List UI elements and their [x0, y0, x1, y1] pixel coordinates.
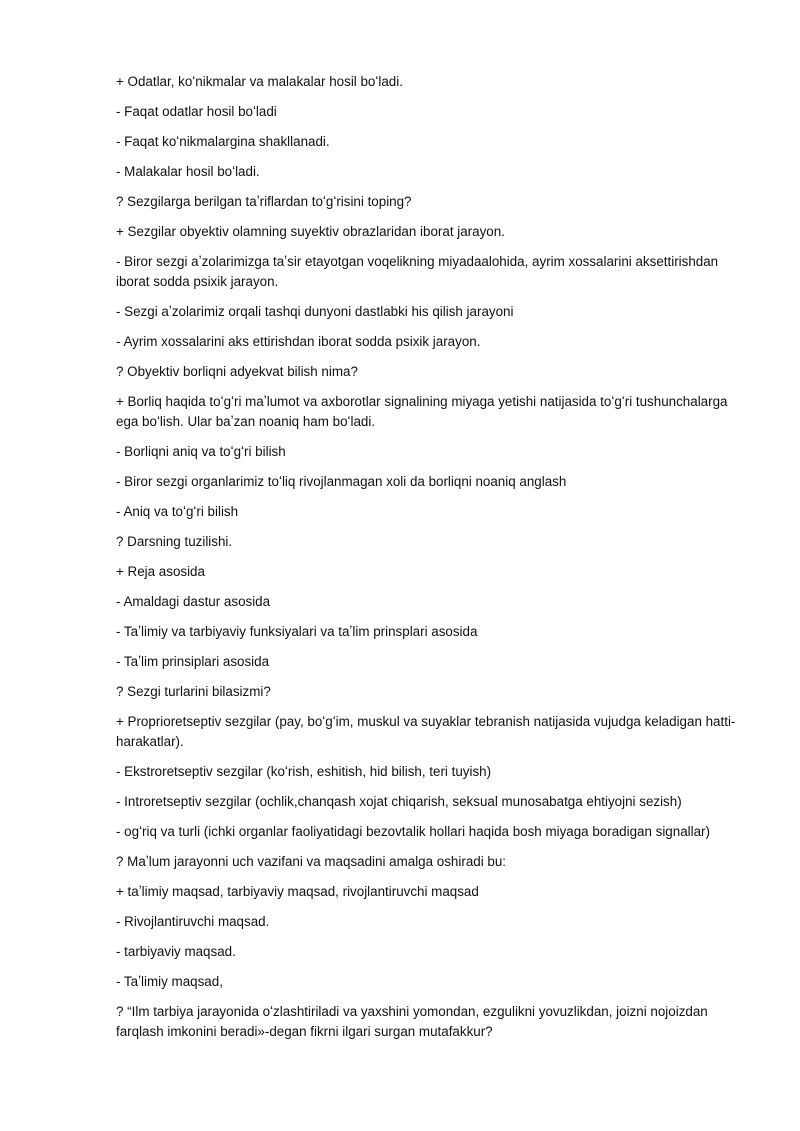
answer-correct: + Borliq haqida toʻgʻri maʼlumot va axborotlar signalining miyaga yetishi natijasida toʻgʻri tushunchalarga ega boʻlish. Ular baʼzan noaniq ham boʻladi.	[116, 394, 728, 429]
answer-correct: + Proprioretseptiv sezgilar (pay, boʻgʻim, muskul va suyaklar tebranish natijasida vujudga keladigan hatti-harakatlar).	[116, 714, 736, 749]
answer-correct: + Odatlar, koʻnikmalar va malakalar hosil boʻladi.	[116, 74, 403, 89]
answer-option: - Amaldagi dastur asosida	[116, 594, 271, 609]
answer-option: - Borliqni aniq va toʻgʻri bilish	[116, 444, 286, 459]
answer-option: - Rivojlantiruvchi maqsad.	[116, 914, 270, 929]
answer-option: - Biror sezgi organlarimiz toʻliq rivojlanmagan xoli da borliqni noaniq anglash	[116, 474, 567, 489]
answer-option: - Malakalar hosil boʻladi.	[116, 164, 260, 179]
answer-option: - Faqat odatlar hosil boʻladi	[116, 104, 277, 119]
question: ? Obyektiv borliqni adyekvat bilish nima?	[116, 364, 358, 379]
answer-option: - Faqat koʻnikmalargina shakllanadi.	[116, 134, 330, 149]
question-list	[116, 72, 748, 1052]
answer-option: - Biror sezgi aʼzolarimizga taʼsir etayotgan voqelikning miyadaalohida, ayrim xossalarini aksettirishdan iborat sodda psixik jarayon.	[116, 254, 719, 289]
answer-option: - tarbiyaviy maqsad.	[116, 944, 236, 959]
answer-correct: + Sezgilar obyektiv olamning suyektiv obrazlaridan iborat jarayon.	[116, 224, 505, 239]
answer-option: - Sezgi aʼzolarimiz orqali tashqi dunyoni dastlabki his qilish jarayoni	[116, 304, 514, 319]
question: ? Sezgilarga berilgan taʼriflardan toʻgʻrisini toping?	[116, 194, 412, 209]
answer-option: - Ekstroretseptiv sezgilar (koʻrish, eshitish, hid bilish, teri tuyish)	[116, 764, 492, 779]
question: ? Sezgi turlarini bilasizmi?	[116, 684, 271, 699]
answer-option: - Introretseptiv sezgilar (ochlik,chanqash xojat chiqarish, seksual munosabatga ehtiyojni sezish)	[116, 794, 682, 809]
question: ? Maʼlum jarayonni uch vazifani va maqsadini amalga oshiradi bu:	[116, 854, 507, 869]
answer-option: - Aniq va toʻgʻri bilish	[116, 504, 239, 519]
answer-option: - Ayrim xossalarini aks ettirishdan iborat sodda psixik jarayon.	[116, 334, 481, 349]
answer-option: - Taʼlim prinsiplari asosida	[116, 654, 270, 669]
question: ? Darsning tuzilishi.	[116, 534, 233, 549]
answer-option: - ogʻriq va turli (ichki organlar faoliyatidagi bezovtalik hollari haqida bosh miyaga boradigan signallar)	[116, 824, 710, 839]
answer-correct: + taʼlimiy maqsad, tarbiyaviy maqsad, rivojlantiruvchi maqsad	[116, 884, 479, 899]
answer-option: - Taʼlimiy va tarbiyaviy funksiyalari va taʼlim prinsplari asosida	[116, 624, 478, 639]
answer-option: - Taʼlimiy maqsad,	[116, 974, 223, 989]
answer-correct: + Reja asosida	[116, 564, 205, 579]
question: ? “Ilm tarbiya jarayonida oʻzlashtiriladi va yaxshini yomondan, ezgulikni yovuzlikdan, joizni nojoizdan farqlash imkonini beradi»-degan fikrni ilgari surgan mutafakkur?	[116, 1004, 708, 1039]
